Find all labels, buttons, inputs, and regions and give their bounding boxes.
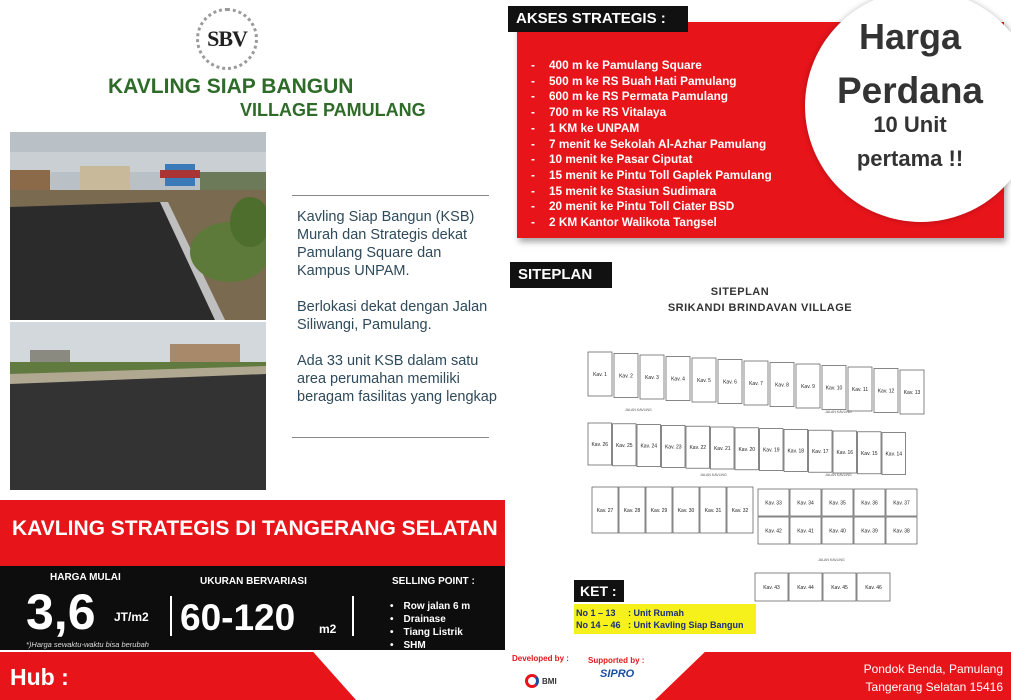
akses-list bbox=[531, 58, 772, 231]
lot-row1-label: Kav. 2 bbox=[619, 373, 633, 380]
akses-item: - 7 menit ke Sekolah Al-Azhar Pamulang bbox=[531, 137, 772, 153]
ket-range: No 1 – 13 bbox=[576, 608, 616, 618]
lot-row2-label: Kav. 14 bbox=[885, 451, 903, 458]
ket-row bbox=[576, 619, 756, 631]
promo-line-1: Harga bbox=[858, 16, 962, 57]
lot-block-top-label: Kav. 35 bbox=[829, 500, 846, 507]
selling-point-item: • Free Biaya-Biaya bbox=[390, 652, 484, 665]
lot-row2-label: Kav. 17 bbox=[811, 449, 829, 456]
selling-point-item: • Drainase bbox=[390, 613, 484, 626]
lot-row4-label: Kav. 43 bbox=[763, 585, 780, 591]
lot-row1-label: Kav. 9 bbox=[801, 384, 815, 390]
road-label: JALAN KAVLING bbox=[700, 473, 727, 477]
bmi-logo bbox=[525, 670, 569, 692]
price-label: HARGA MULAI bbox=[50, 572, 121, 583]
akses-heading: AKSES STRATEGIS : bbox=[508, 6, 688, 32]
road-label: JALAN KAVLING bbox=[825, 410, 852, 414]
lot-row3-label: Kav. 30 bbox=[677, 508, 695, 514]
lot-row2-label: Kav. 16 bbox=[836, 450, 854, 456]
lot-row2-label: Kav. 15 bbox=[860, 450, 878, 457]
selling-point-label: SELLING POINT : bbox=[392, 576, 475, 587]
lot-row1-label: Kav. 6 bbox=[723, 379, 737, 386]
lot-row2-label: Kav. 26 bbox=[591, 442, 609, 448]
lot-block-bottom-label: Kav. 40 bbox=[829, 528, 846, 535]
promo-line-4: pertama !! bbox=[856, 146, 964, 171]
logo-text: SBV bbox=[207, 26, 247, 51]
supported-by-label: Supported by : bbox=[588, 656, 645, 665]
address-line-1: Pondok Benda, Pamulang bbox=[863, 662, 1003, 676]
developed-by-label: Developed by : bbox=[512, 654, 569, 663]
price-note: *)Harga sewaktu-waktu bisa berubah bbox=[26, 640, 149, 649]
photo-road-1 bbox=[10, 132, 266, 320]
road-label: JALAN KAVLING bbox=[825, 473, 852, 477]
sipro-logo: SIPRO bbox=[600, 668, 635, 680]
description-paragraph-1: Kavling Siap Bangun (KSB) Murah dan Strategis dekat Pamulang Square dan Kampus UNPAM. bbox=[297, 209, 475, 279]
ket-row bbox=[576, 607, 756, 619]
akses-item: - 600 m ke RS Permata Pamulang bbox=[531, 89, 772, 105]
lot-row4-label: Kav. 44 bbox=[797, 585, 814, 591]
lot-row1-label: Kav. 7 bbox=[749, 381, 763, 387]
lot-block-bottom-label: Kav. 42 bbox=[765, 528, 782, 535]
ket-heading: KET : bbox=[574, 580, 624, 602]
desc-rule-top bbox=[292, 195, 489, 196]
lot-row4-label: Kav. 46 bbox=[865, 585, 882, 591]
lot-row1-label: Kav. 13 bbox=[903, 390, 921, 396]
lot-row2-label: Kav. 25 bbox=[615, 442, 633, 449]
akses-item: - 10 menit ke Pasar Ciputat bbox=[531, 152, 772, 168]
lot-block-top-label: Kav. 36 bbox=[861, 500, 878, 507]
lot-row1-label: Kav. 1 bbox=[593, 372, 607, 378]
akses-item: - 400 m ke Pamulang Square bbox=[531, 58, 772, 74]
siteplan-subtitle: SRIKANDI BRINDAVAN VILLAGE bbox=[667, 302, 853, 314]
separator-2 bbox=[352, 596, 354, 636]
lot-row2-label: Kav. 18 bbox=[787, 448, 805, 455]
page-title: KAVLING SIAP BANGUN bbox=[108, 75, 354, 98]
lot-row2-label: Kav. 21 bbox=[713, 446, 731, 452]
description bbox=[297, 208, 497, 424]
siteplan-heading: SITEPLAN bbox=[510, 262, 612, 288]
lot-row1-label: Kav. 5 bbox=[697, 378, 711, 384]
lot-row4-label: Kav. 45 bbox=[831, 585, 848, 591]
akses-item: - 700 m ke RS Vitalaya bbox=[531, 105, 772, 121]
promo-line-3: 10 Unit bbox=[873, 112, 947, 137]
bmi-logo-text: BMI bbox=[542, 676, 557, 686]
price-value: 3,6 bbox=[26, 584, 96, 640]
size-unit: m2 bbox=[319, 622, 337, 636]
sbv-logo bbox=[196, 8, 258, 70]
lot-row1-label: Kav. 10 bbox=[825, 385, 843, 392]
road-label: JALAN KAVLING bbox=[818, 558, 845, 562]
ket-legend bbox=[574, 604, 756, 634]
akses-item: - 2 KM Kantor Walikota Tangsel bbox=[531, 215, 772, 231]
description-paragraph-3: Ada 33 unit KSB dalam satu area perumahan memiliki beragam fasilitas yang lengkap bbox=[297, 353, 497, 405]
promo-line-2: Perdana bbox=[836, 70, 983, 111]
lot-row1-label: Kav. 12 bbox=[877, 388, 895, 395]
desc-rule-bottom bbox=[292, 437, 489, 438]
size-label: UKURAN BERVARIASI bbox=[200, 576, 307, 587]
address-line-2: Tangerang Selatan 15416 bbox=[865, 680, 1003, 694]
lot-row3-label: Kav. 32 bbox=[731, 508, 749, 514]
selling-point-item: • Tiang Listrik bbox=[390, 626, 484, 639]
description-paragraph-2: Berlokasi dekat dengan Jalan Siliwangi, Pamulang. bbox=[297, 299, 488, 333]
lot-row2-label: Kav. 19 bbox=[762, 447, 780, 454]
road-label: JALAN KAVLING bbox=[625, 408, 652, 412]
selling-point-item: • Row jalan 6 m bbox=[390, 600, 484, 613]
akses-item: - 500 m ke RS Buah Hati Pamulang bbox=[531, 74, 772, 90]
lot-block-bottom-label: Kav. 39 bbox=[861, 528, 878, 535]
akses-item: - 1 KM ke UNPAM bbox=[531, 121, 772, 137]
separator-1 bbox=[170, 596, 172, 636]
ket-desc: : Unit Kavling Siap Bangun bbox=[628, 620, 744, 630]
lot-row3-label: Kav. 29 bbox=[650, 508, 668, 514]
siteplan-title: SITEPLAN bbox=[710, 286, 770, 298]
lot-row1-label: Kav. 8 bbox=[775, 382, 789, 389]
hub-label: Hub : bbox=[10, 664, 69, 690]
price-unit: JT/m2 bbox=[114, 610, 149, 624]
lot-row2-label: Kav. 23 bbox=[664, 444, 682, 451]
strategic-banner-text: KAVLING STRATEGIS DI TANGERANG SELATAN bbox=[12, 517, 498, 540]
lot-row2-label: Kav. 22 bbox=[689, 445, 707, 452]
page-subtitle: VILLAGE PAMULANG bbox=[240, 100, 426, 120]
lot-row2-label: Kav. 20 bbox=[738, 446, 756, 453]
ket-desc: : Unit Rumah bbox=[628, 608, 684, 618]
lot-row1-label: Kav. 4 bbox=[671, 376, 685, 383]
akses-item: - 15 menit ke Pintu Toll Gaplek Pamulang bbox=[531, 168, 772, 184]
lot-block-bottom-label: Kav. 38 bbox=[893, 528, 910, 535]
lot-block-bottom-label: Kav. 41 bbox=[797, 528, 814, 535]
size-value: 60-120 bbox=[180, 597, 296, 638]
lot-row3-label: Kav. 28 bbox=[623, 508, 641, 514]
lot-block-top-label: Kav. 34 bbox=[797, 500, 814, 507]
lot-row1-label: Kav. 11 bbox=[851, 387, 869, 393]
selling-point-list bbox=[390, 600, 484, 665]
lot-row1-label: Kav. 3 bbox=[645, 375, 659, 381]
lot-row3-label: Kav. 31 bbox=[704, 508, 722, 514]
akses-item: - 15 menit ke Stasiun Sudimara bbox=[531, 184, 772, 200]
akses-item: - 20 menit ke Pintu Toll Ciater BSD bbox=[531, 199, 772, 215]
siteplan-map bbox=[580, 345, 930, 610]
lot-row2-label: Kav. 24 bbox=[640, 443, 658, 450]
lot-block-top-label: Kav. 33 bbox=[765, 500, 782, 507]
lot-row3-label: Kav. 27 bbox=[596, 508, 614, 514]
selling-point-item: • SHM bbox=[390, 639, 484, 652]
photo-road-2 bbox=[10, 322, 266, 490]
bmi-logo-icon bbox=[525, 674, 539, 688]
ket-range: No 14 – 46 bbox=[576, 620, 621, 630]
lot-block-top-label: Kav. 37 bbox=[893, 500, 910, 507]
